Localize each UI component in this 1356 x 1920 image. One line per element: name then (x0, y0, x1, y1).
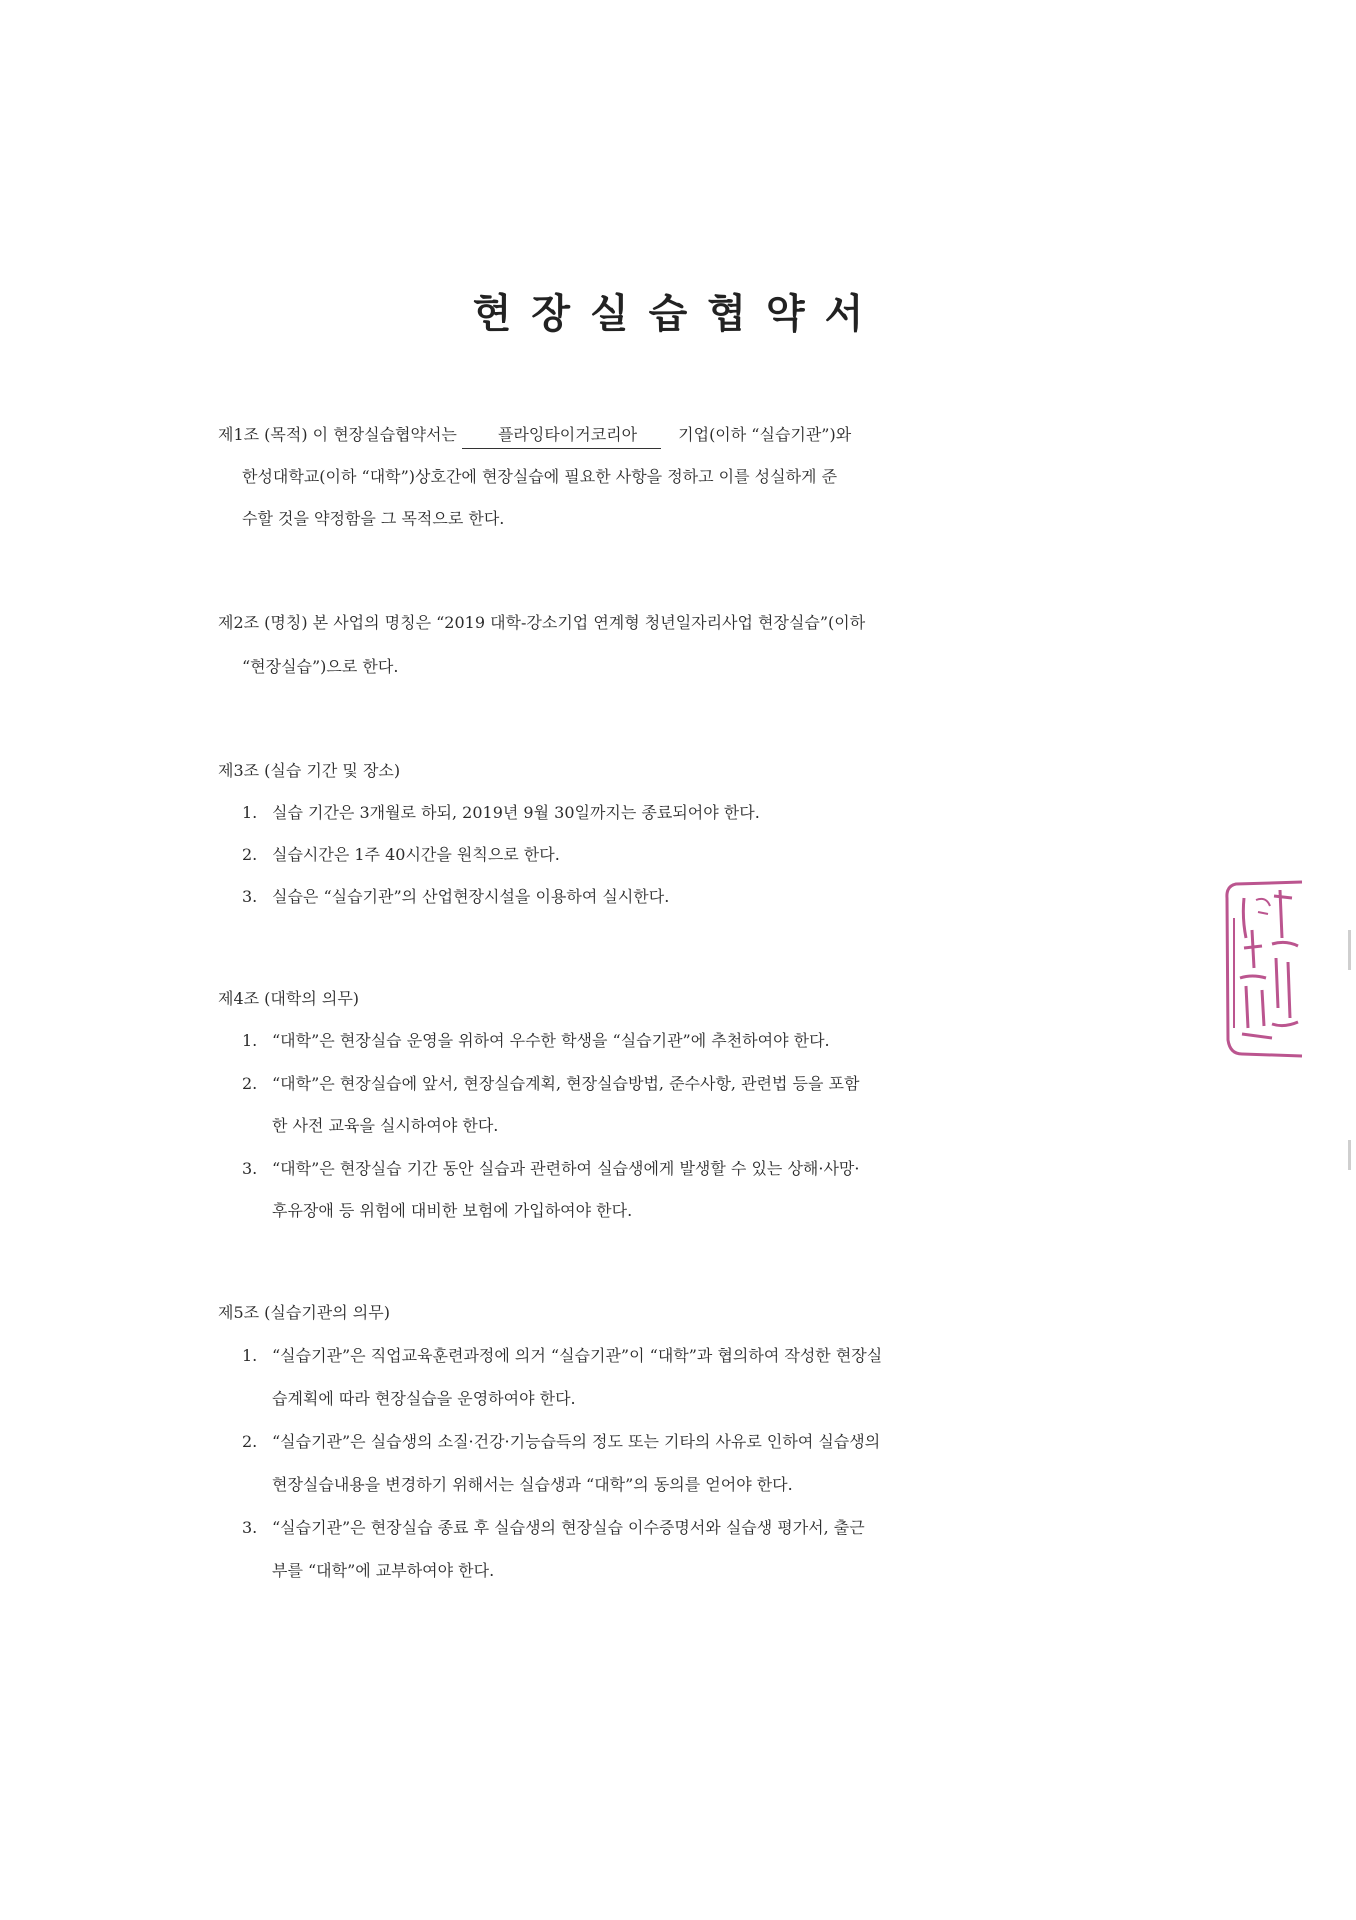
item-number: 2. (242, 1074, 258, 1093)
article5-heading: 제5조 (실습기관의 의무) (218, 1303, 390, 1322)
item-text: “실습기관”은 현장실습 종료 후 실습생의 현장실습 이수증명서와 실습생 평가서, 출근 (272, 1518, 865, 1537)
article1-suffix: 기업(이하 “실습기관”)와 (678, 425, 852, 444)
item-number: 2. (242, 845, 258, 864)
item-number: 3. (242, 1159, 258, 1178)
article1-line1 (218, 420, 851, 450)
red-seal-stamp-icon (1222, 878, 1304, 1060)
item-number: 3. (242, 1518, 258, 1537)
article1-line2: 한성대학교(이하 “대학”)상호간에 현장실습에 필요한 사항을 정하고 이를 성실하게 준 (242, 467, 838, 486)
article5-item-3 (242, 1513, 865, 1543)
article1-prefix: 제1조 (목적) 이 현장실습협약서는 (218, 425, 457, 444)
company-name-field: 플라잉타이거코리아 (462, 422, 661, 449)
scan-edge-mark (1348, 930, 1351, 970)
article4-item-2 (242, 1069, 859, 1099)
item-text: 실습시간은 1주 40시간을 원칙으로 한다. (272, 845, 560, 864)
article4-item-3 (242, 1154, 859, 1184)
article1-line3: 수할 것을 약정함을 그 목적으로 한다. (242, 509, 505, 528)
article3-item-3 (242, 882, 669, 912)
article2-line2: “현장실습”)으로 한다. (242, 657, 399, 676)
article4-heading: 제4조 (대학의 의무) (218, 989, 360, 1008)
item-text: 실습 기간은 3개월로 하되, 2019년 9월 30일까지는 종료되어야 한다. (272, 803, 760, 822)
document-title: 현장실습협약서 (472, 291, 884, 337)
item-number: 2. (242, 1432, 258, 1451)
article5-item-2-cont: 현장실습내용을 변경하기 위해서는 실습생과 “대학”의 동의를 얻어야 한다. (272, 1475, 793, 1494)
item-text: “실습기관”은 직업교육훈련과정에 의거 “실습기관”이 “대학”과 협의하여 작성한 현장실 (272, 1346, 883, 1365)
article4-item-2-cont: 한 사전 교육을 실시하여야 한다. (272, 1116, 499, 1135)
article5-item-1 (242, 1341, 882, 1371)
scan-edge-mark (1348, 1140, 1351, 1170)
item-number: 1. (242, 1031, 258, 1050)
item-number: 1. (242, 1346, 258, 1365)
item-number: 3. (242, 887, 258, 906)
article5-item-1-cont: 습계획에 따라 현장실습을 운영하여야 한다. (272, 1389, 576, 1408)
article4-item-1 (242, 1026, 830, 1056)
article3-item-1 (242, 798, 760, 828)
item-number: 1. (242, 803, 258, 822)
article5-item-2 (242, 1427, 880, 1457)
article4-item-3-cont: 후유장애 등 위험에 대비한 보험에 가입하여야 한다. (272, 1201, 633, 1220)
item-text: “실습기관”은 실습생의 소질·건강·기능습득의 정도 또는 기타의 사유로 인하여 실습생의 (272, 1432, 881, 1451)
article3-heading: 제3조 (실습 기간 및 장소) (218, 761, 401, 780)
article5-item-3-cont: 부를 “대학”에 교부하여야 한다. (272, 1561, 495, 1580)
item-text: “대학”은 현장실습 기간 동안 실습과 관련하여 실습생에게 발생할 수 있는 상해·사망· (272, 1159, 860, 1178)
article3-item-2 (242, 840, 560, 870)
item-text: “대학”은 현장실습 운영을 위하여 우수한 학생을 “실습기관”에 추천하여야 한다. (272, 1031, 830, 1050)
item-text: “대학”은 현장실습에 앞서, 현장실습계획, 현장실습방법, 준수사항, 관련법 등을 포함 (272, 1074, 860, 1093)
article2-line1: 제2조 (명칭) 본 사업의 명칭은 “2019 대학-강소기업 연계형 청년일자리사업 현장실습”(이하 (218, 613, 866, 632)
item-text: 실습은 “실습기관”의 산업현장시설을 이용하여 실시한다. (272, 887, 670, 906)
